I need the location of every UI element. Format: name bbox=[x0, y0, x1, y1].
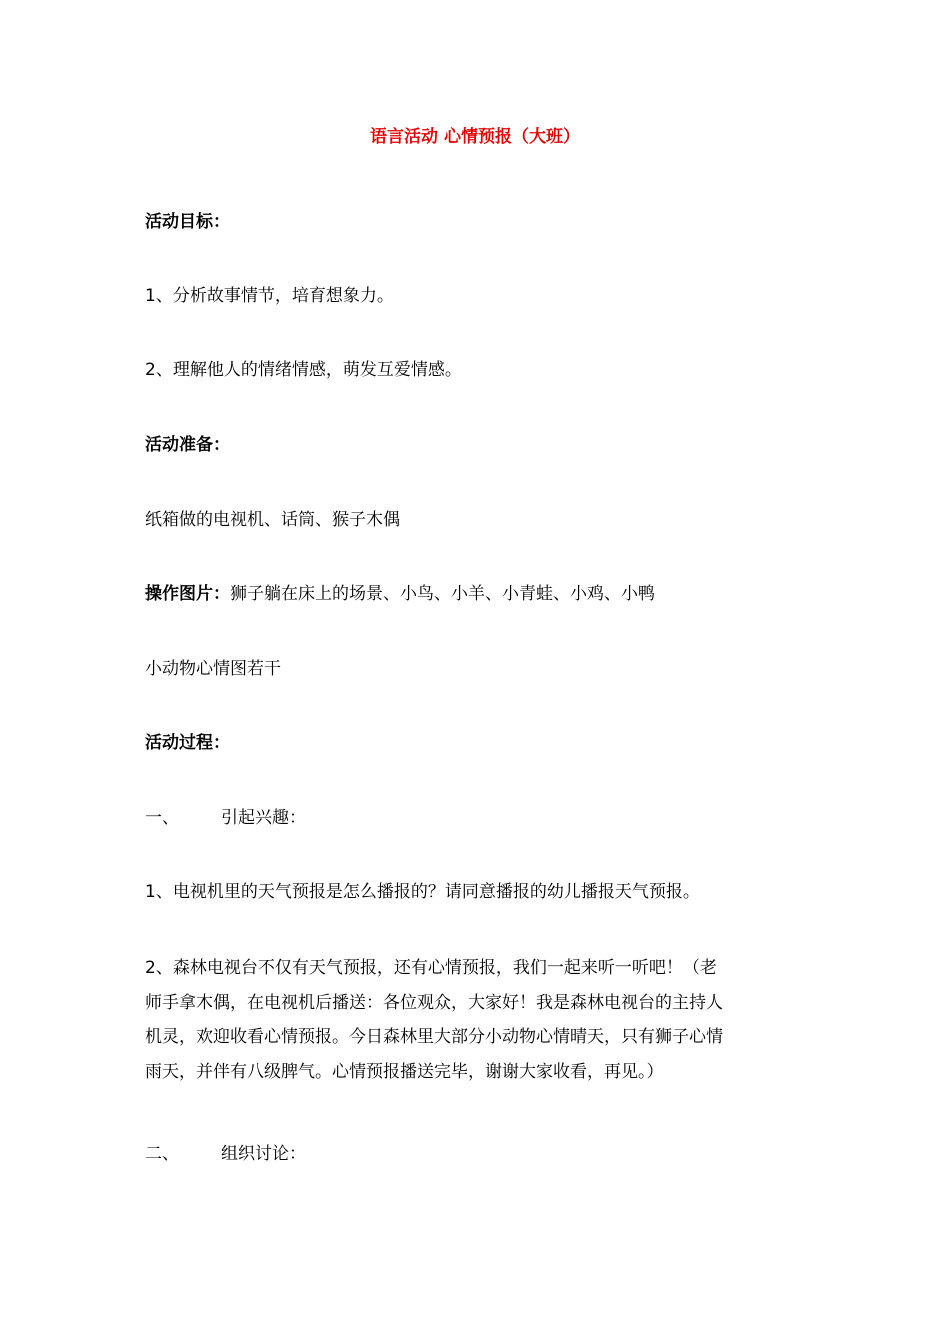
goals-heading: 活动目标： bbox=[145, 212, 230, 232]
step-1-number: 一、 bbox=[145, 808, 179, 828]
step-2-text: 组织讨论： bbox=[221, 1144, 306, 1164]
process-item-2 bbox=[145, 951, 805, 1089]
step-1-text: 引起兴趣： bbox=[221, 808, 306, 828]
prep-item-materials: 纸箱做的电视机、话筒、猴子木偶 bbox=[145, 510, 400, 530]
step-1-heading bbox=[145, 807, 306, 829]
goal-item-1: 1、分析故事情节，培育想象力。 bbox=[145, 286, 394, 306]
prep-item-pictures bbox=[145, 583, 655, 605]
goal-item-2: 2、理解他人的情绪情感，萌发互爱情感。 bbox=[145, 360, 462, 380]
process-heading: 活动过程： bbox=[145, 733, 230, 753]
prep-heading: 活动准备： bbox=[145, 435, 230, 455]
step-2-number: 二、 bbox=[145, 1144, 179, 1164]
process-item-2-line: 雨天，并伴有八级脾气。心情预报播送完毕，谢谢大家收看，再见。） bbox=[145, 1061, 664, 1082]
process-item-2-line: 师手拿木偶，在电视机后播送：各位观众，大家好！我是森林电视台的主持人 bbox=[145, 992, 723, 1013]
prep-item-mood-cards: 小动物心情图若干 bbox=[145, 659, 281, 679]
process-item-2-line: 机灵，欢迎收看心情预报。今日森林里大部分小动物心情晴天，只有狮子心情 bbox=[145, 1027, 723, 1047]
process-item-1: 1、电视机里的天气预报是怎么播报的？请同意播报的幼儿播报天气预报。 bbox=[145, 882, 700, 902]
document-title: 语言活动 心情预报（大班） bbox=[370, 127, 580, 147]
step-2-heading bbox=[145, 1143, 306, 1165]
process-item-2-line: 2、森林电视台不仅有天气预报，还有心情预报，我们一起来听一听吧！（老 bbox=[145, 958, 717, 978]
prep-pictures-text: 狮子躺在床上的场景、小鸟、小羊、小青蛙、小鸡、小鸭 bbox=[230, 584, 655, 604]
prep-pictures-label: 操作图片： bbox=[145, 584, 230, 604]
